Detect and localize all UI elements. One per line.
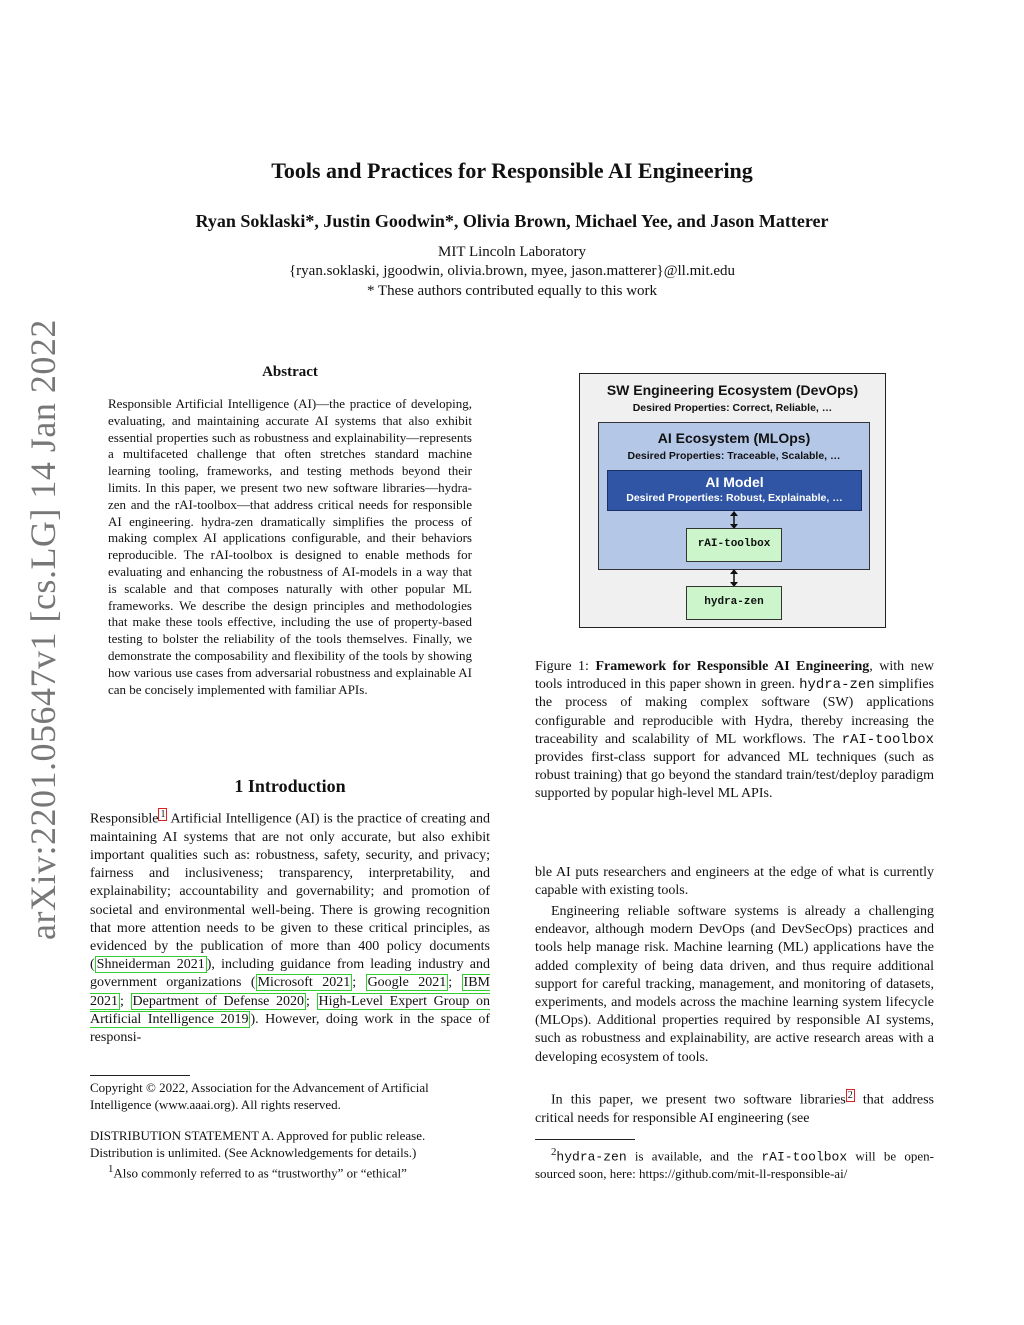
ai-model-title: AI Model [705,474,764,490]
footnote-2-mark: 2 [551,1146,557,1158]
citation-link[interactable]: Shneiderman 2021 [96,957,205,973]
devops-title: SW Engineering Ecosystem (DevOps) [606,382,859,398]
footnote-2 [535,1144,934,1182]
caption-code: rAI-toolbox [841,731,934,748]
caption-text: provides first-class support for advanced ML techniques (such as robust training) that go beyond the standard train/test/deploy paradigm supported by popular high-level ML APIs. [535,750,934,802]
footnote-1-mark: 1 [108,1163,114,1175]
intro-paragraph-2: Engineering reliable software systems is already a challenging endeavor, although modern DevOps (and DevSecOps) practices and tools help manage risk. Machine learning (ML) applications have the added complexity of being data driven, and thus require additional support for careful tracking, management, and monitoring of datasets, experiments, and models across the machine learning system lifecycle (MLOps). Additional properties required by responsible AI systems, such as robustness and explainability, are active research areas with a developing ecosystem of tools. [535,904,934,1065]
footnote-rule [535,1139,635,1140]
intro-text: In this paper, we present two software libraries [551,1092,846,1108]
footnote-text: will be open-sourced soon, here: https://github.com/mit-ll-responsible-ai/ [535,1148,934,1182]
caption-text: simplifies the process of making complex software (SW) applications configurable and reproducible with Hydra, thereby increasing the traceability and scalability of ML workflows. The [535,677,934,747]
footnote-text: is available, and the [626,1148,762,1164]
footnote-1-link[interactable]: 1 [160,809,166,820]
devops-properties: Desired Properties: Correct, Reliable, … [632,402,833,414]
caption-text: , with new tools introduced in this paper shown in green. [535,659,934,693]
abstract-text: Responsible Artificial Intelligence (AI)—the practice of developing, evaluating, and maintaining accurate AI systems that also exhibit essential properties such as robustness and explainability—represents a multifaceted challenge that often stretches standard machine learning tooling, frameworks, and testing methods beyond their limits. In this paper, we present two new software libraries—hydra-zen and the rAI-toolbox—that address critical needs for responsible AI engineering. hydra-zen dramatically simplifies the process of making complex AI applications configurable, and their behaviors reproducible. The rAI-toolbox is designed to enable methods for evaluating and enhancing the robustness of AI-models in a way that is scalable and that composes naturally with other popular ML frameworks. We describe the design principles and methodologies that make these tools effective, including the use of property-based testing to bolster the reliability of the tools themselves. Finally, we demonstrate the composability and flexibility of the tools by showing how various use cases from adversarial robustness and explainable AI can be concisely implemented with familiar APIs. [108,396,472,697]
citation-link[interactable]: Microsoft 2021 [257,975,351,991]
footnote-code: rAI-toolbox [761,1149,848,1165]
abstract-heading: Abstract [262,364,318,380]
arxiv-stamp: arXiv:2201.05647v1 [cs.LG] 14 Jan 2022 [23,319,63,940]
mlops-title: AI Ecosystem (MLOps) [657,430,811,446]
intro-text: ), including guidance from leading industry and government organizations ( [90,957,490,991]
hydra-zen-box: hydra-zen [686,586,782,620]
figure-caption [535,658,934,804]
intro-paragraph-1-continued: ble AI puts researchers and engineers at the edge of what is currently capable with existing tools. [535,865,934,899]
footnote-2-link[interactable]: 2 [847,1090,853,1101]
double-arrow-icon [726,569,742,587]
citation-link[interactable]: IBM 2021 [90,975,490,1009]
equal-contribution-note: * These authors contributed equally to this work [366,283,658,299]
citation-link[interactable]: Department of Defense 2020 [132,993,304,1009]
caption-code: hydra-zen [799,677,875,694]
caption-label: Figure 1: [535,659,596,674]
double-arrow-icon [726,511,742,529]
footnote-1-text: Also commonly referred to as “trustworthy” or “ethical” [113,1165,407,1181]
intro-text: ). However, doing work in the space of responsi- [90,1011,490,1046]
citation-link[interactable]: High-Level Expert Group on Artificial Intelligence 2019 [90,993,491,1027]
ai-model-properties: Desired Properties: Robust, Explainable, … [626,492,843,504]
caption-title: Framework for Responsible AI Engineering [595,659,870,674]
paper-title: Tools and Practices for Responsible AI Engineering [271,158,753,183]
footnote-rule [90,1075,190,1076]
footnote-code: hydra-zen [556,1149,627,1165]
rai-toolbox-box: rAI-toolbox [686,528,782,562]
citation-link[interactable]: Google 2021 [367,975,447,991]
intro-paragraph-1: Responsible $^1$ Artificial Intelligence (AI) is the practice of creating and maintaining AI systems that are not only accurate, but also exhibit important qualities such as: robustness, safety, security, and privacy; fairness and inclusiveness; transparency, interpretability, and explainability; accountability and governability; and promotion of societal and environmental well-being. There is growing recognition that more attention needs to be given to these critical principles, as evidenced by the publication of more than 400 policy documents ( Shneiderman 2021 ), including guidance from leading industry and government organizations ( Microsoft 2021 ; Google 2021 ; IBM 2021 ; Department of Defense 2020 ; High-Level Expert Group on Artificial Intelligence 2019 ). However, doing work in the space of responsi- [90,809,491,1046]
footnote-1 [108,1161,490,1181]
mlops-properties: Desired Properties: Traceable, Scalable, … [627,450,841,462]
distribution-statement: DISTRIBUTION STATEMENT A. Approved for public release. Distribution is unlimited. (See Acknowledgements for details.) [90,1128,426,1160]
affiliation: MIT Lincoln Laboratory [437,244,586,260]
email-list: {ryan.soklaski, jgoodwin, olivia.brown, myee, jason.matterer}@ll.mit.edu [288,263,736,279]
copyright-notice: Copyright © 2022, Association for the Advancement of Artificial Intelligence (www.aaai.org). All rights reserved. [90,1080,429,1112]
figure-ai-model-box [607,470,862,511]
intro-text: Artificial Intelligence (AI) is the practice of creating and maintaining AI systems that are not only accurate, but also exhibit important qualities such as: robustness, safety, security, and privacy; fairness and inclusiveness; transparency, interpretability, and explainability; accountability and governability; and promotion of societal and environmental well-being. There is growing recognition that more attention needs to be given to these critical principles, as evidenced by the publication of more than 400 policy documents ( [90,811,490,973]
author-list: Ryan Soklaski*, Justin Goodwin*, Olivia Brown, Michael Yee, and Jason Matterer [195,211,829,231]
intro-text: Responsible [90,811,159,827]
intro-text: that address critical needs for responsible AI engineering (see [535,1092,934,1126]
section-heading-introduction: 1 Introduction [234,776,346,796]
intro-paragraph-3 [535,1087,934,1128]
